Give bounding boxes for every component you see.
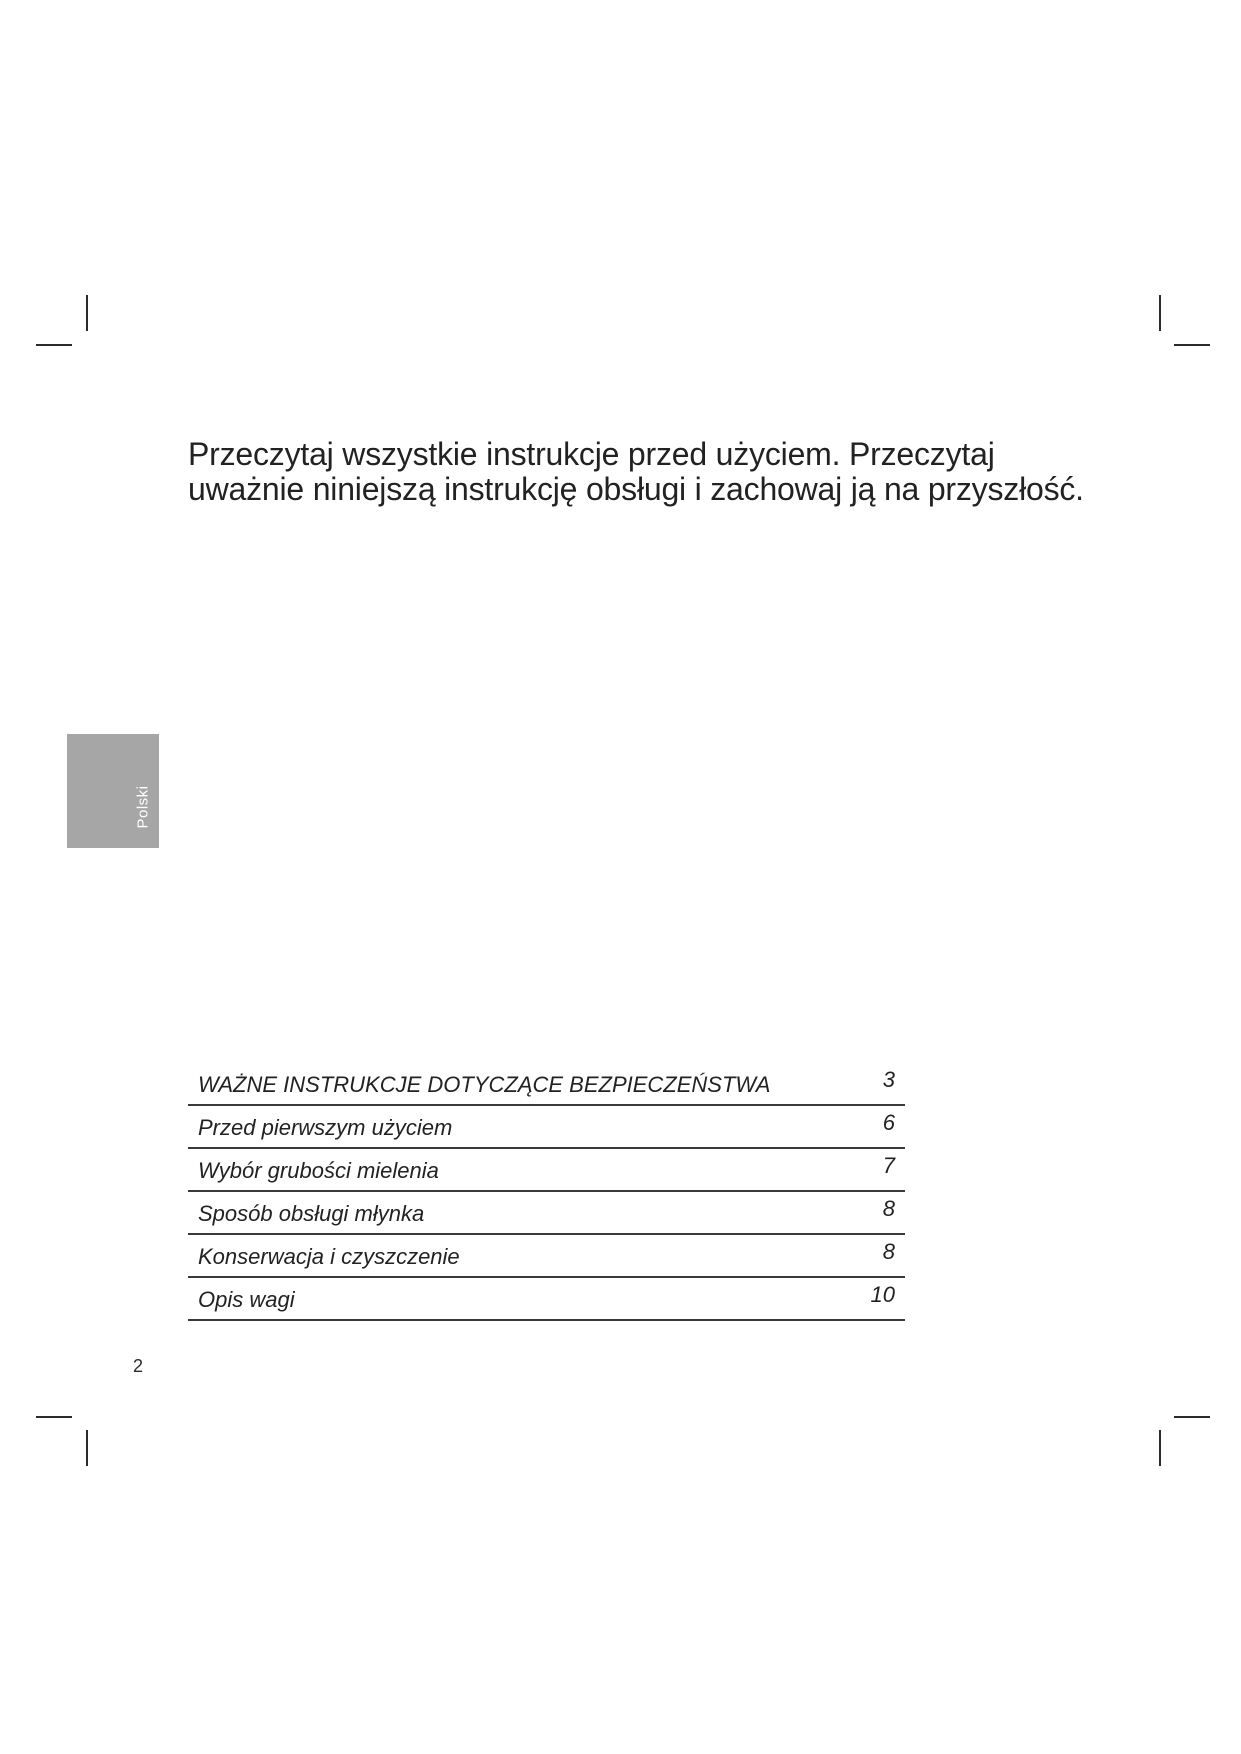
toc-row-title: Wybór grubości mielenia xyxy=(198,1158,439,1183)
toc-row-page: 7 xyxy=(882,1153,895,1178)
toc-row[interactable] xyxy=(188,1106,905,1149)
crop-mark-bottom-right-horizontal xyxy=(1174,1416,1210,1418)
toc-row-title: Opis wagi xyxy=(198,1287,295,1312)
toc-row-title: Sposób obsługi młynka xyxy=(198,1201,425,1226)
intro-text: Przeczytaj wszystkie instrukcje przed użyciem. Przeczytaj uważnie niniejszą instrukcję obsługi i zachowaj ją na przyszłość. xyxy=(188,436,1084,507)
crop-mark-bottom-left-horizontal xyxy=(36,1416,72,1418)
toc-row-title: Przed pierwszym użyciem xyxy=(198,1115,453,1140)
crop-mark-bottom-left-vertical xyxy=(86,1430,88,1466)
crop-mark-top-right-vertical xyxy=(1159,295,1161,331)
toc-row-page: 6 xyxy=(882,1110,895,1135)
toc-row-page: 8 xyxy=(882,1196,895,1221)
toc-row-title: Konserwacja i czyszczenie xyxy=(198,1244,460,1269)
toc-row[interactable] xyxy=(188,1278,905,1321)
crop-mark-top-left-horizontal xyxy=(36,344,72,346)
language-tab-label: Polski xyxy=(134,785,152,829)
crop-mark-top-left-vertical xyxy=(86,295,88,331)
toc-row-page: 8 xyxy=(882,1239,895,1264)
language-tab xyxy=(67,734,159,848)
toc-row[interactable] xyxy=(188,1063,905,1106)
table-of-contents xyxy=(188,1063,905,1321)
toc-row[interactable] xyxy=(188,1192,905,1235)
toc-row-page: 10 xyxy=(870,1282,895,1307)
toc-row[interactable] xyxy=(188,1149,905,1192)
toc-row[interactable] xyxy=(188,1235,905,1278)
crop-mark-bottom-right-vertical xyxy=(1159,1430,1161,1466)
crop-mark-top-right-horizontal xyxy=(1174,344,1210,346)
page-number: 2 xyxy=(133,1356,144,1376)
toc-row-title: WAŻNE INSTRUKCJE DOTYCZĄCE BEZPIECZEŃSTWA xyxy=(198,1072,771,1097)
toc-row-page: 3 xyxy=(882,1067,895,1092)
